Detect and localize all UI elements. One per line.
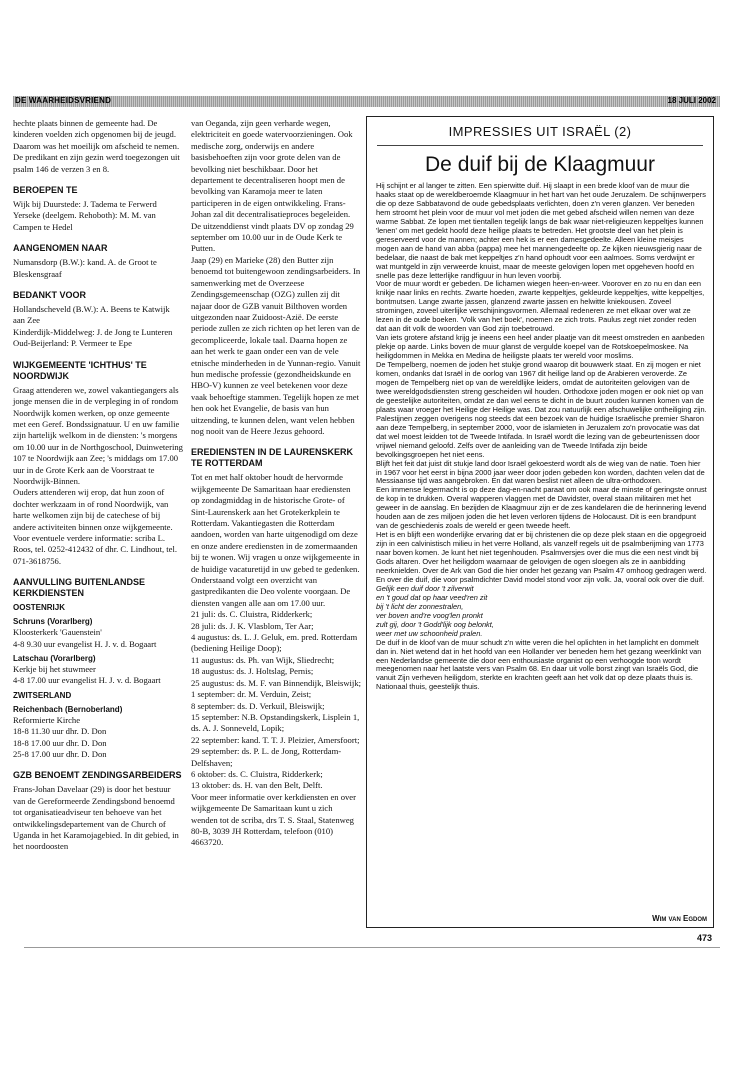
section-heading-wijkgemeente: WIJKGEMEENTE 'ICHTHUS' TE NOORDWIJK — [13, 359, 147, 381]
service-item: 4 augustus: ds. L. J. Geluk, em. pred. Rotterdam (bediening Heilige Doop); — [191, 632, 358, 654]
paragraph: Hij schijnt er al langer te zitten. Een spierwitte duif. Hij slaapt in een brede kloof van de muur die haaks staat op de wereldberoemde Klaagmuur in het hart van het oude Jeruzalem. De schijnwerpers die op deze Sabbatavond de oude gebedsplaats verlichten, doen z'n veren glanzen. Ver beneden hem stroomt het plein voor de muur vol met joden die met gebed afscheid willen nemen van deze warme Sabbat. Ze lopen met tientallen tegelijk langs de bak waar niet-religieuzen keppeltjes kunnen 'lenen' om met gedekt hoofd deze heilige plaats te betreden. Het grootste deel van het plein is gereserveerd voor de mannen; achter een hek is er een damesgedeelte. Alleen kleine meisjes mogen aan de hand van abba (pappa) mee het mannengedeelte op. Ze kijken nieuwsgierig naar de bedelaar, die naast de bak met keppeltjes z'n hand ophoudt voor een aalmoes. Soms verdwijnt er wat muntgeld in zijn verweerde knuist, maar de meeste gelovigen lopen met opgeheven hoofd en snelle pas deze letterlijke randfiguur in hun leven voorbij. — [376, 181, 706, 280]
list-item: Kinderdijk-Middelweg: J. de Jong te Lunteren — [13, 326, 173, 337]
column-middle — [191, 118, 361, 849]
section-heading-gzb: GZB BENOEMT ZENDINGSARBEIDERS — [13, 770, 182, 781]
column-left — [13, 118, 183, 853]
place-heading: Schruns (Vorarlberg) — [13, 617, 93, 627]
section-heading-bedankt: BEDANKT VOOR — [13, 290, 87, 301]
service-item: 13 oktober: ds. H. van den Belt, Delft. — [191, 780, 323, 791]
footer-rule — [24, 947, 720, 948]
verse-line: en 't goud dat op haar veed'ren zit — [376, 592, 488, 602]
country-heading: ZWITSERLAND — [13, 690, 72, 700]
service-item: 15 september: N.B. Opstandingskerk, Lisplein 1, ds. A. J. Sonneveld, Lopik; — [191, 711, 360, 734]
section-heading-beroepen: BEROEPEN TE — [13, 185, 78, 196]
place-heading: Reichenbach (Bernoberland) — [13, 704, 123, 714]
paragraph: van Oeganda, zijn geen verharde wegen, elektriciteit en goede watervoorzieningen. Ook medische zorg, onderwijs en andere basisbehoeften zijn voor grote delen van de bevolking niet beschikbaar. Door het departement te decentraliseren hoopt men de bevolking van Karamoja meer te laten participeren in de eigen ontwikkeling. Frans-Johan zal dit decentralisatieproces begeleiden. De uitzenddienst vindt plaats DV op zondag 29 september om 10.00 uur in de Oude Kerk te Putten. — [191, 118, 354, 254]
service-item: 6 oktober: ds. C. Cluistra, Ridderkerk; — [191, 768, 323, 779]
paragraph: Graag attenderen we, zowel vakantiegangers als jonge mensen die in de verpleging in of rondom Noordwijk komen werken, op onze gemeente met een Geref. Bondssignatuur. U en uw familie zijn hartelijk welkom in de diensten: 's morgens om 10.00 uur in de Northgoschool, Duinwetering 107 te Noordwijk aan Zee; 's middags om 17.00 uur in de Grote Kerk aan de Voorstraat te Noordwijk-Binnen. — [13, 384, 183, 486]
article-title: De duif bij de Klaagmuur — [425, 153, 655, 176]
service-item: 25 augustus: ds. M. F. van Binnendijk, Bleiswijk; — [191, 677, 361, 688]
paragraph: Jaap (29) en Marieke (28) den Butter zijn benoemd tot buitengewoon zendingsarbeiders. In samenwerking met de Overzeese Zendingsgemeenschap (OZG) zullen zij dit najaar door de GZB vanuit Bilthoven worden uitgezonden naar Zuidoost-Azië. De eerste periode zullen ze zich richten op het leren van de gecompliceerde, lokale taal. Daarna hopen ze aan het werk te gaan onder een van de vele etnische minderheden in de Yunnan-regio. Vanuit hun medische professie (gezondheidskunde en HBO-V) kunnen ze veel betekenen voor deze vaak behoeftige stammen. Tegelijk hopen ze met hen ook het Evangelie, de basis van hun uitzending, te kunnen delen, want velen hebben nog nooit van de Heere Jezus gehoord. — [191, 254, 361, 436]
section-heading-buitenland: AANVULLING BUITENLANDSE KERKDIENSTEN — [13, 577, 145, 599]
paragraph: Het is en blijft een wonderlijke ervaring dat er bij christenen die op deze plek staan en die opgegroeid zijn in een calvinistisch milieu in het verre Holland, als vanzelf regels uit de psalmberijming van 1773 naar boven komen. Je kunt het niet tegenhouden. Psalmversjes over die mus die een nest vindt bij Gods altaren. Over het heiligdom waarnaar de gelovigen de ogen sloegen als ze in aanbidding neerknielden. Over de Ark van God die hier onder het gezang van Psalm 47 omhoog gedragen werd. En over die duif, die voor psalmdichter David model stond voor zijn volk. Ja, vooral ook over die duif. — [376, 530, 707, 584]
page-header — [13, 96, 720, 107]
list-item: Oud-Beijerland: P. Vermeer te Epe — [13, 338, 132, 349]
paragraph: Voor eventuele verdere informatie: scriba L. Roos, tel. 0252-412432 of dhr. C. Lindhout, tel. 071-3618756. — [13, 532, 177, 566]
list-item: Yerseke (deelgem. Rehoboth): M. M. van Campen te Hedel — [13, 210, 156, 232]
paragraph: Tot en met half oktober houdt de hervormde wijkgemeente De Samaritaan haar erediensten op zondagmiddag in de historische Grote- of Sint-Laurenskerk aan het Grotekerkplein te Rotterdam. Vakantiegasten die Rotterdam aandoen, worden van harte uitgenodigd om deze en onze andere erediensten in de zomermaanden bij te wonen. Wij vragen u onze wijkgemeente in de huidige vacaturetijd in uw gebed te gedenken. Onderstaand volgt een overzicht van gastpredikanten die Deo volente voorgaan. De diensten vangen alle aan om 17.00 uur. — [191, 472, 360, 608]
list-item: 25-8 17.00 uur dhr. D. Don — [13, 749, 107, 760]
paragraph: Van iets grotere afstand krijg je ineens een heel ander plaatje van dit meest omstreden en aanbeden plekje op aarde. Links boven de muur glanst de vergulde koepel van de Rotskoepelmoskee. Na heiligdommen in Mekka en Medina de heiligste plaats ter wereld voor moslims. — [376, 333, 705, 361]
list-item: 4-8 9.30 uur evangelist H. J. v. d. Bogaart — [13, 638, 157, 649]
list-item: Kloosterkerk 'Gauenstein' — [13, 627, 102, 638]
place-heading: Latschau (Vorarlberg) — [13, 654, 96, 663]
article-kicker: IMPRESSIES UIT ISRAËL (2) — [448, 124, 632, 139]
service-item: 8 september: ds. D. Verkuil, Bleiswijk; — [191, 700, 325, 711]
verse-line: weer met uw schoonheid pralen. — [376, 628, 483, 638]
page-number: 473 — [696, 933, 712, 943]
service-item: 18 augustus: ds. J. Holtslag, Pernis; — [191, 666, 314, 677]
service-item: 29 september: ds. P. L. de Jong, Rotterdam-Delfshaven; — [191, 746, 342, 768]
divider — [377, 145, 703, 146]
verse-line: zult gij, door 't Godd'lijk oog belonkt, — [376, 619, 494, 629]
paragraph: Een immense legermacht is op deze dag-en-nacht paraat om ook maar de minste of geringste onrust de kop in te drukken. Overal wapperen vlaggen met de Davidster, overal staan militairen met het geweer in de aanslag. En bezijden de Klaagmuur zijn er de zes kandelaren die de herinnering levend houden aan de zes miljoen joden die het leven verloren tijdens de Holocaust. Dit is een brandpunt van de geschiedenis zoals de wereld er geen tweede heeft. — [376, 485, 707, 531]
section-heading-erediensten: EREDIENSTEN IN DE LAURENSKERK TE ROTTERDAM — [191, 447, 354, 469]
list-item: 18-8 17.00 uur dhr. D. Don — [13, 737, 107, 748]
paragraph: De duif in de kloof van de muur schudt z'n witte veren die hel oplichten in het lamplicht en dommelt dan in. Niet wetend dat in het hoofd van een Hollander ver beneden hem het gezang weerklinkt van een Nederlandse gemeente die door een enthousiaste organist op een verhoogde toon wordt meegenomen naar het laatste vers van Psalm 68. En daar uit volle borst zingt van Israëls God, die vanuit Zijn verheven heiligdom, sterkte en krachten geeft aan het volk dat op deze plaats thuis is. Nationaal thuis, geestelijk thuis. — [376, 637, 702, 692]
paragraph: Ouders attenderen wij erop, dat hun zoon of dochter werkzaam in of rond Noordwijk, van harte welkomen zijn bij de catechese of bij andere activiteiten binnen onze wijkgemeente. — [13, 487, 173, 532]
country-heading: OOSTENRIJK — [13, 603, 66, 613]
paragraph: Frans-Johan Davelaar (29) is door het bestuur van de Gereformeerde Zendingsbond benoemd tot organisatieadviseur ten behoeve van het ontwikkelingsdepartement van de Church of Uganda in het Karamojagebied. In dit gebied, in het noordoosten — [13, 784, 179, 852]
list-item: Numansdorp (B.W.): kand. A. de Groot te Bleskensgraaf — [13, 257, 157, 279]
section-heading-aangenomen: AANGENOMEN NAAR — [13, 243, 108, 254]
service-item: 1 september: dr. M. Verduin, Zeist; — [191, 689, 312, 700]
service-item: 22 september: kand. T. T. J. Pleizier, Amersfoort; — [191, 734, 360, 745]
list-item: Hollandscheveld (B.W.): A. Beens te Katwijk aan Zee — [13, 304, 170, 326]
service-item: 11 augustus: ds. Ph. van Wijk, Sliedrecht; — [191, 654, 335, 665]
publication-name: DE WAARHEIDSVRIEND — [15, 96, 112, 105]
verse-line: ver boven and're voog'len pronkt — [376, 610, 483, 620]
list-item: Wijk bij Duurstede: J. Tadema te Ferwerd — [13, 199, 157, 210]
issue-date: 18 JULI 2002 — [667, 96, 716, 105]
author-signature: Wim van Egdom — [652, 914, 707, 923]
service-item: 28 juli: ds. J. K. Vlasblom, Ter Aar; — [191, 620, 314, 631]
paragraph: Voor de muur wordt er gebeden. De lichamen wiegen heen-en-weer. Voorover en zo nu en dan een knikje naar links en rechts. Zwarte hoeden, zwarte keppeltjes, gekleurde keppeltjes, witte keppeltjes, bontmutsen. Lange zwarte jassen, glanzend zwarte jassen en helwitte kniekousen. Zoveel stromingen, zoveel uiterlijke verschijningsvormen. Allemaal redeneren ze met elkaar over wat ze lezen in de oude boeken. 'Volk van het boek', noemen ze zich trots. Paulus zegt niet zonder reden dat aan dit volk de woorden van God zijn toebetrouwd. — [376, 279, 705, 334]
list-item: Kerkje bij het stuwmeer — [13, 664, 96, 674]
list-item: Reformierte Kirche — [13, 714, 81, 725]
list-item: 4-8 17.00 uur evangelist H. J. v. d. Bogaart — [13, 675, 161, 686]
paragraph: Palestijnen zeggen overigens nog steeds dat een bezoek van de huidige Israëlische premier Sharon aan deze Tempelberg, in september 2000, voor de islamieten in Jeruzalem zo'n provocatie was dat dat wel moest leidden tot de Tweede Intifada. In Israël wordt die lezing van de gebeurtenissen door vrijwel niemand geloofd. Zelfs over de aanleiding van de Tweede Intifada zijn beide bevolkingsgroepen het niet eens. — [376, 413, 704, 459]
paragraph: De Tempelberg, noemen de joden het stukje grond waarop dit bouwwerk staat. En zij mogen er niet komen, ondanks dat Israël in de oorlog van 1967 dit heilige land op de Arabieren veroverde. Ze mogen de Tempelberg niet op van de wereldlijke leiders, omdat de autoriteiten gelovigen van de twee wereldgodsdiensten streng gescheiden wil houden. Orthodoxe joden mogen er ook niet op van de geestelijke autoriteiten, omdat ze dan wel eens te dicht in de buurt zouden kunnen komen van de plaats waar vroeger het Heilige der Heilige was. Dat zou natuurlijk een afschuwelijke ontheiliging zijn. — [376, 360, 707, 414]
verse-line: Gelijk een duif door 't zilverwit — [376, 583, 474, 593]
service-item: 21 juli: ds. C. Cluistra, Ridderkerk; — [191, 609, 313, 620]
verse-line: bij 't licht der zonnestralen, — [376, 601, 464, 611]
article-box — [366, 116, 714, 928]
paragraph: Blijft het feit dat juist dit stukje land door Israël gekoesterd wordt als de wieg van de natie. Toen hier in 1967 voor het eerst in bijna 2000 jaar weer door joden gebeden kon worden, dachten velen dat de Messiaanse tijd was aangebroken. En dat waren beslist niet alleen de ultra-orthodoxen. — [376, 458, 705, 486]
list-item: 18-8 11.30 uur dhr. D. Don — [13, 726, 107, 737]
intro-text: hechte plaats binnen de gemeente had. De kinderen voelden zich opgenomen bij de jeugd. Daarom was het moeilijk om afscheid te nemen. De predikant en zijn gezin werd toegezongen uit psalm 146 de verzen 3 en 8. — [13, 118, 180, 174]
article-body — [376, 182, 707, 692]
paragraph: Voor meer informatie over kerkdiensten en over wijkgemeente De Samaritaan kunt u zich wenden tot de scriba, drs T. S. Staal, Statenweg 80-B, 3039 JH Rotterdam, telefoon (010) 4663720. — [191, 791, 356, 848]
